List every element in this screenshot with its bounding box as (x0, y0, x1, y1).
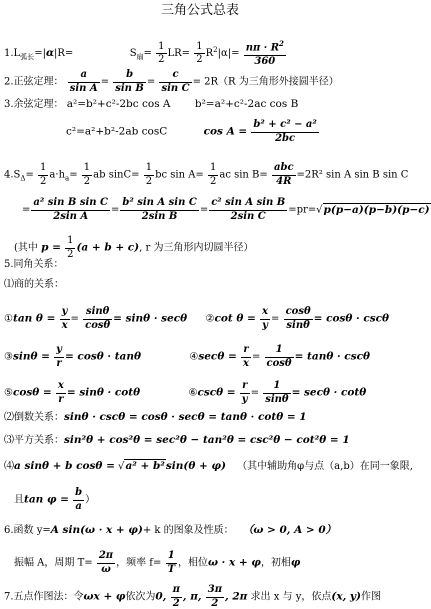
cosine-law-label: 3.余弦定理： (4, 99, 64, 110)
pi-half: $\frac{\pi}{2}$ (172, 584, 180, 609)
cosine-law-2 (66, 120, 320, 144)
alpha: α (45, 47, 55, 60)
sine-law-label: 2.正弦定理： (4, 76, 64, 88)
frac-b: $\frac{\text{b² sin A sin C}}{\text{2sin B}}$ (122, 197, 197, 222)
cos-csc-line: ⑤cosθ = $\frac{x}{r}$ = sinθ · cotθ ⑥cscθ = $\frac{r}{y}$ = $\frac{1}{\sin\theta}$ = secθ · cotθ (4, 380, 367, 405)
c-over-sinC: $\frac{c}{\text{sin C}}$ (161, 69, 190, 94)
area-formula-2: = $\frac{\text{a² sin B sin C}}{\text{2sin A}}$ = $\frac{\text{b² sin A sin C}}{\text{2sin B}}$ = $\frac{\text{c² sin A sin B}}{\text{2sin C}}$ =pr=√p(p−a)(p−b)(p−c) (22, 197, 430, 222)
one-cos: $\frac{1}{\cos\theta}$ (266, 344, 292, 369)
area-formula: $4.S_\Delta=$ $\frac{1}{2}$ $a\cdot h_a=$ $\frac{1}{2}$ ab sinC= $\frac{1}{2}$ bc sin A= $\frac{1}{2}$ ac sin B= $\frac{\text{abc}}{4R}$ =2R² sin A sin B sin C (4, 162, 409, 187)
b-a: $\frac{b}{a}$ (75, 487, 83, 512)
y-x: $\frac{y}{x}$ (61, 306, 68, 331)
r-y: $\frac{r}{y}$ (241, 380, 248, 405)
reciprocal-relation: ⑵倒数关系：sinθ · cscθ = cosθ · secθ = tanθ · cotθ = 1 (4, 411, 307, 423)
five-point-method: 7.五点作图法：令ωx + φ依次为0, $\frac{\pi}{2}$ , π, $\frac{3\pi}{2}$ , 2π 求出 x 与 y，依点(x, y)作图 (4, 584, 381, 609)
p-half: $\frac{1}{2}$ (67, 235, 74, 260)
r-x: $\frac{r}{x}$ (242, 344, 249, 369)
arc-sub: 弧长 (20, 53, 35, 62)
heron-sqrt: p(p−a)(p−b)(p−c) (323, 203, 430, 216)
frac-a: $\frac{\text{a² sin B sin C}}{\text{2sin A}}$ (33, 197, 108, 222)
half-frac-2: $\frac{1}{2}$ (196, 40, 203, 66)
y-r: $\frac{y}{r}$ (56, 344, 62, 369)
x-y: $\frac{x}{y}$ (262, 306, 268, 331)
semiperimeter-note: (其中 p = $\frac{1}{2}$ (a + b + c), r 为三角形内切圆半径） (14, 235, 254, 260)
cos-law-a: a²=b²+c²-2bc cos A (66, 98, 171, 110)
half-4: $\frac{1}{2}$ (209, 162, 217, 187)
s-label: S (129, 48, 137, 60)
lr: LR= (167, 48, 191, 60)
sector-sub: 扇 (136, 53, 144, 62)
npi-frac: $\frac{n\pi \cdot R^2}{360}$ (245, 39, 284, 67)
r-part: |R= (54, 48, 74, 60)
cos-sin: $\frac{\cos\theta}{\sin\theta}$ (285, 306, 311, 331)
b-over-sinB: $\frac{b}{\text{sin B}}$ (115, 69, 144, 94)
section-5: 5.同角关系： (4, 259, 64, 270)
sine-law: 2.正弦定理： $\frac{a}{\text{sin A}}$ = $\frac{b}{\text{sin B}}$ = $\frac{c}{\text{sin C}}$ = 2R（R 为三角形外接圆半径） (4, 69, 339, 94)
page-title: 三角公式总表 (160, 3, 239, 18)
half: $\frac{1}{2}$ (40, 162, 47, 187)
sin-sec-line: ③sinθ = $\frac{y}{r}$ = cosθ · tanθ ④secθ = $\frac{r}{x}$ = $\frac{1}{\cos\theta}$ = tanθ · cscθ (4, 344, 371, 369)
cosine-law (4, 99, 298, 110)
half-2: $\frac{1}{2}$ (83, 162, 91, 187)
arc-sector-formula: $1.L_{弧长}=|\alpha|R= S_扇=$ $\frac{1}{2}$ LR= $\frac{1}{2}$ $R^2|\alpha|=$ $\frac{n\pi \cdot R^2}{360}$ (4, 39, 284, 67)
cos-law-b: b²=a²+c²-2ac cos B (194, 98, 299, 110)
period-frac: $\frac{2\pi}{\omega}$ (98, 550, 114, 575)
cosA: cos A = (203, 125, 248, 138)
three-pi-half: $\frac{3\pi}{2}$ (207, 584, 223, 609)
half-3: $\frac{1}{2}$ (145, 162, 153, 187)
sin-cos: $\frac{\sin\theta}{\cos\theta}$ (85, 306, 111, 331)
abc-4R: $\frac{\text{abc}}{4R}$ (273, 162, 294, 187)
tan-cot-line: ①tan θ = $\frac{y}{x}$ = $\frac{\sin\theta}{\cos\theta}$ = sinθ · secθ ②cot θ = $\frac{x}{y}$ = $\frac{\cos\theta}{\sin\theta}$ = cosθ · cscθ (4, 306, 390, 331)
quotient-relation: ⑴商的关系： (4, 279, 64, 290)
freq-frac: $\frac{1}{T}$ (167, 550, 176, 575)
area-label: 4.S (4, 169, 21, 181)
cos-law-c: c²=a²+b²-2ab cosC (66, 125, 168, 138)
aux-angle: ⑷a sinθ + b cosθ = √a² + b²sin(θ + φ) （其中辅助角φ与点（a,b）在同一象限, (4, 460, 413, 472)
sine-law-rhs: = 2R（R 为三角形外接圆半径） (192, 76, 339, 88)
x-r: $\frac{x}{r}$ (57, 380, 64, 405)
a-over-sinA: $\frac{a}{\text{sin A}}$ (69, 69, 98, 94)
sinusoid-properties: 振幅 A，周期 T= $\frac{2\pi}{\omega}$ ，频率 f= $\frac{1}{T}$ ，相位ω · x + φ，初相φ (14, 550, 301, 575)
eq2: = (143, 48, 152, 60)
r2: R (205, 48, 214, 60)
abs: |α|= (217, 48, 240, 60)
eq: =| (34, 48, 46, 60)
half-frac: $\frac{1}{2}$ (158, 40, 165, 66)
aux-angle-tan: 且tan φ = $\frac{b}{a}$ ） (14, 487, 96, 512)
arc-l: 1.L (4, 48, 21, 60)
one-sin: $\frac{1}{\sin\theta}$ (265, 380, 289, 405)
frac-c: $\frac{\text{c² sin A sin B}}{\text{2sin C}}$ (211, 197, 286, 222)
square-relation: ⑶平方关系：sin²θ + cos²θ = sec²θ − tan²θ = csc²θ − cot²θ = 1 (4, 434, 350, 446)
sinusoid-function: 6.函数 y=A sin(ω · x + φ)+ k 的图象及性质： （ω > 0, A > 0） (4, 524, 337, 536)
cosA-frac: $\frac{\text{b² + c² − a²}}{2bc}$ (253, 119, 317, 144)
